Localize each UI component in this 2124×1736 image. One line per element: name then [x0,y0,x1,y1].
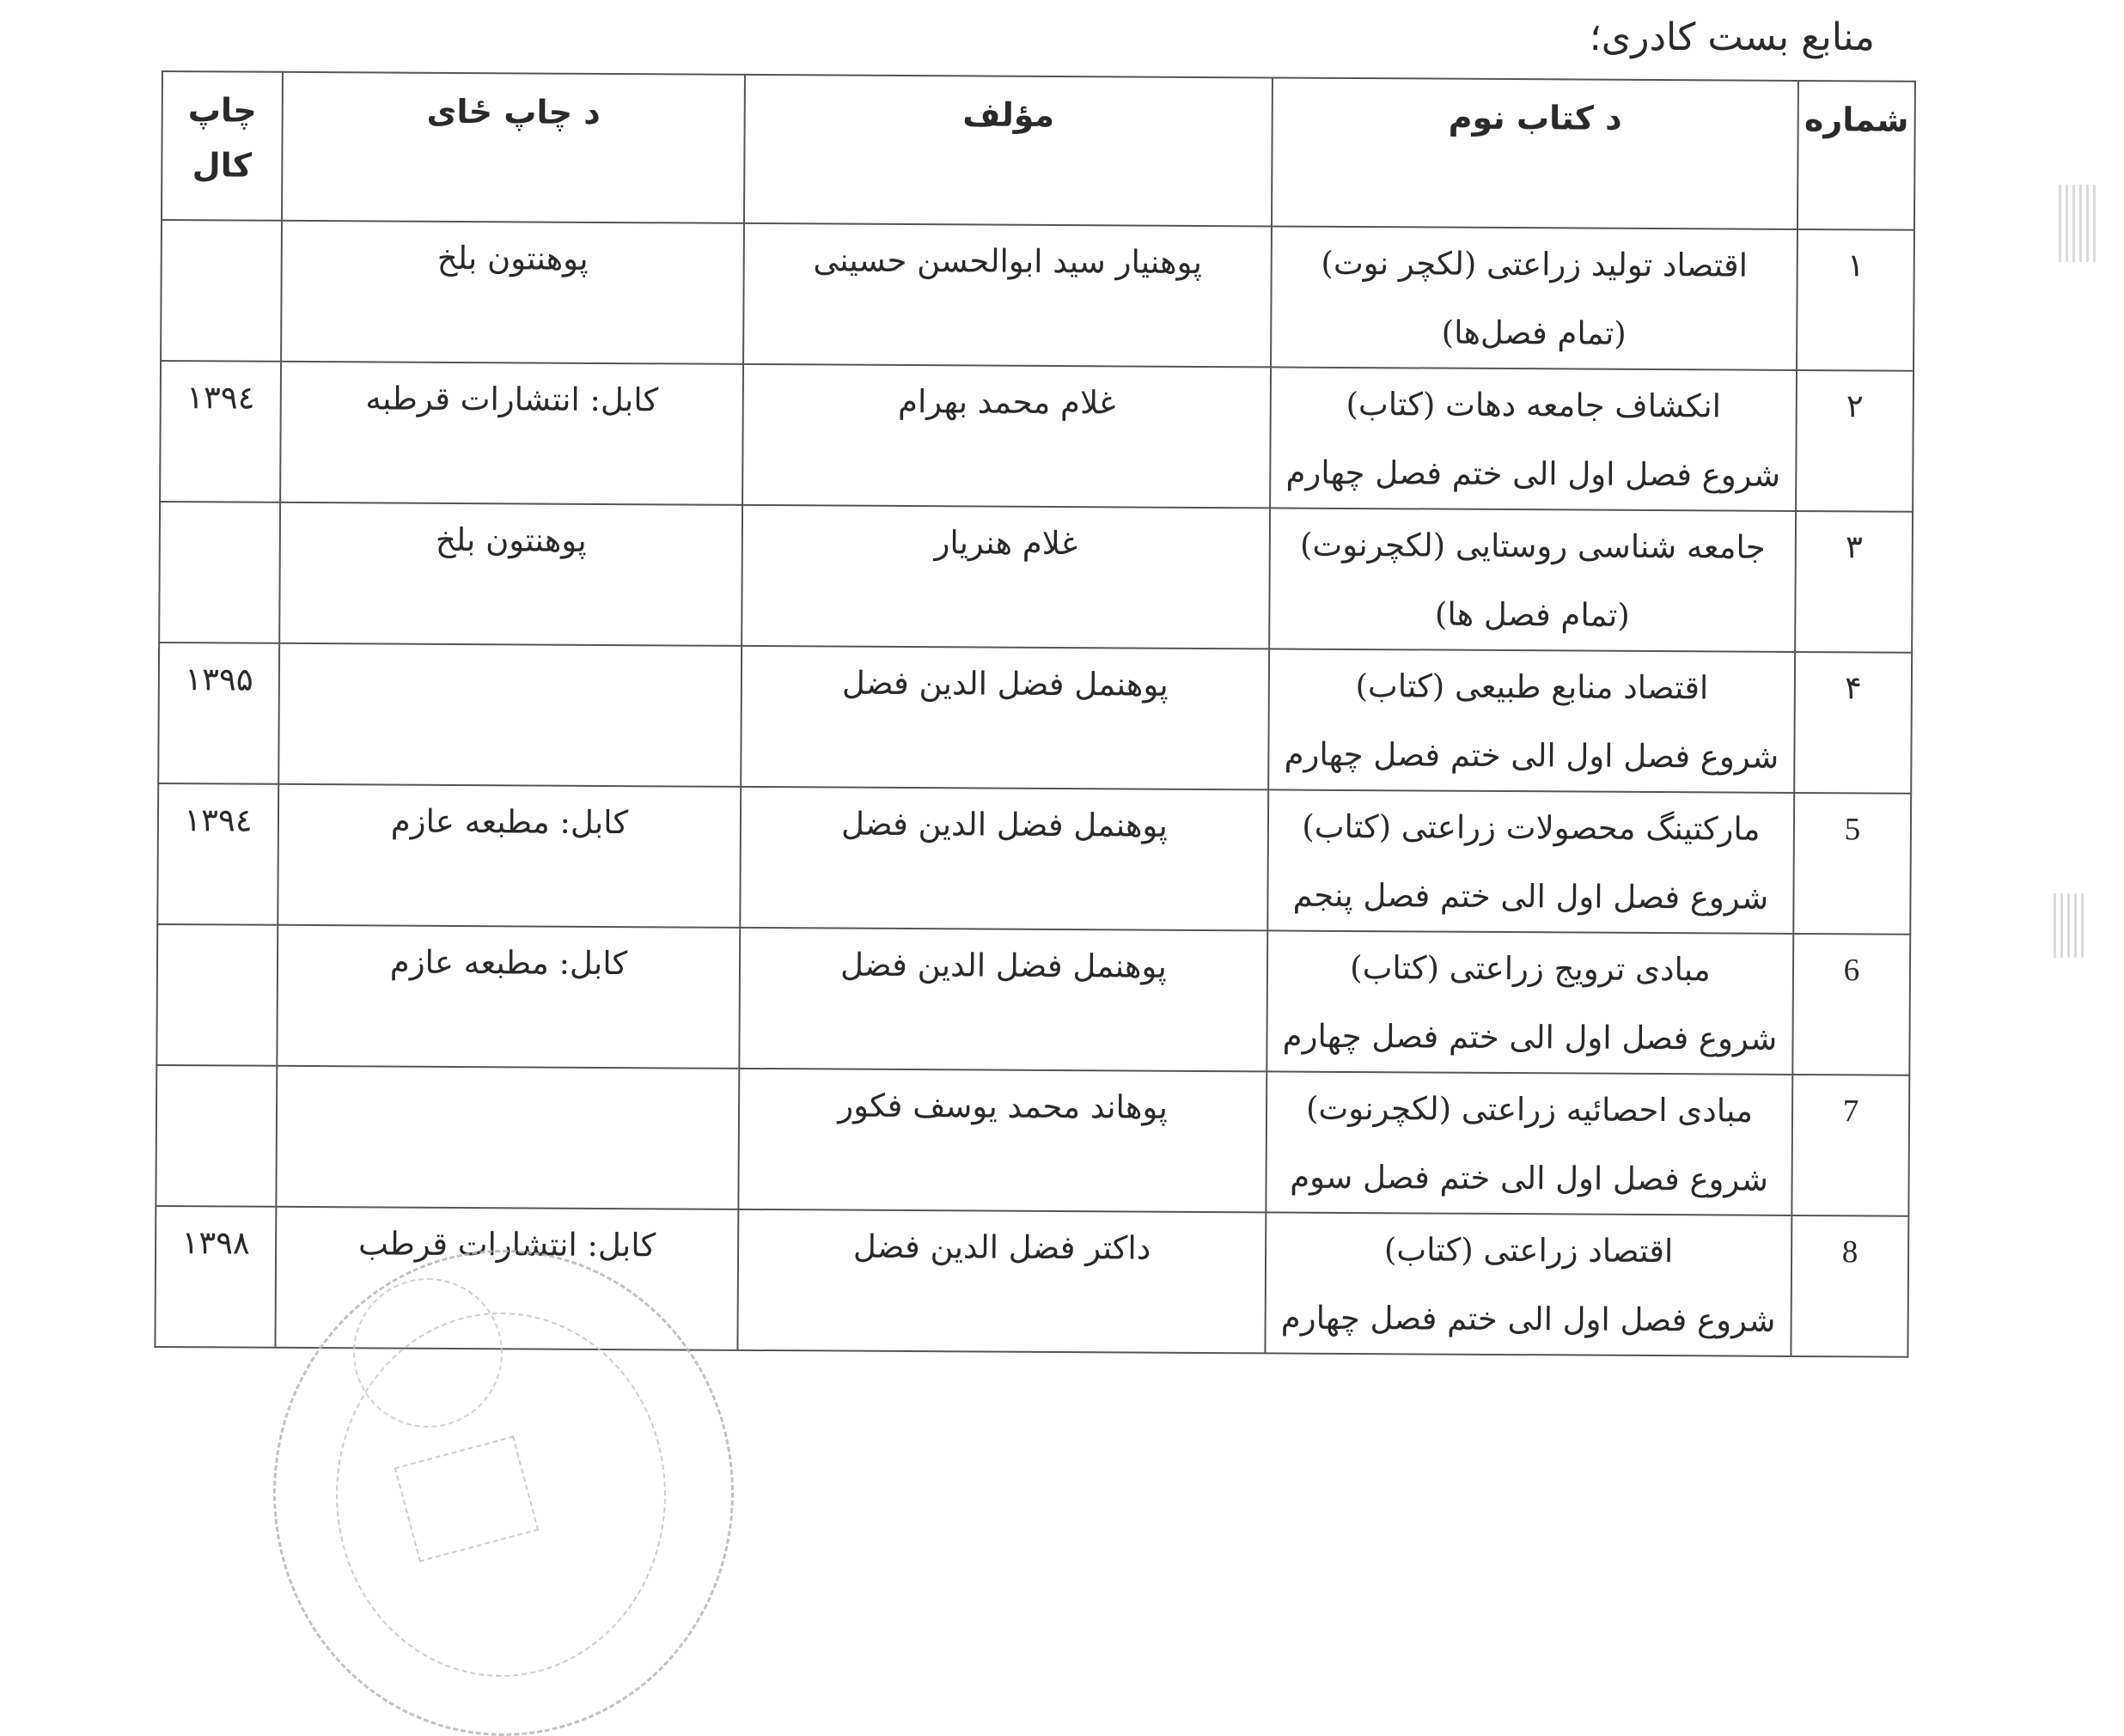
cell-number: 8 [1791,1215,1908,1357]
book-title-line1: انکشاف جامعه دهات (کتاب) [1346,385,1722,425]
cell-number: ۳ [1795,511,1913,653]
cell-book-title [1265,1212,1791,1356]
book-title-line2: (تمام فصل‌ها) [1441,314,1627,352]
book-title-line2: شروع فصل اول الی ختم فصل چهارم [1285,454,1781,494]
book-title-line2: شروع فصل اول الی ختم فصل چهارم [1284,735,1779,776]
book-title-line1: مارکتینگ محصولات زراعتی (کتاب) [1302,807,1761,848]
book-title-line1: اقتصاد زراعتی (کتاب) [1383,1231,1674,1270]
header-year [162,71,283,221]
book-title-line1: جامعه شناسی روستایی (لکچرنوت) [1299,526,1766,566]
cell-book-title [1267,789,1794,934]
cell-place: کابل: انتشارات قرطبه [280,362,743,505]
table-header-row [162,71,1915,230]
cell-place: کابل: مطبعه عازم [277,925,740,1069]
cell-number: ۲ [1796,370,1913,512]
cell-year: ۱۳۹۵ [158,643,279,784]
book-title-line1: اقتصاد تولید زراعتی (لکچر نوت) [1321,244,1749,284]
header-place: د چاپ ځای [282,72,745,223]
cell-year: ۱۳۹٤ [160,361,281,503]
book-title-line1: اقتصاد منابع طبیعی (کتاب) [1355,667,1709,707]
cell-author: پوهاند محمد یوسف فکور [738,1069,1266,1213]
header-book-title: د کتاب نوم [1272,77,1798,229]
book-title-line2: شروع فصل اول الی ختم فصل چهارم [1282,1017,1778,1057]
cell-author: پوهنمل فضل الدین فضل [739,928,1267,1072]
cell-number: ۱ [1797,229,1914,371]
book-title-line2: (تمام فصل ها) [1434,595,1630,634]
cell-year [161,220,282,362]
cell-author: پوهنیار سید ابوالحسن حسینی [743,223,1272,368]
cell-number: 6 [1792,934,1910,1075]
cell-year [156,924,278,1066]
table-row [161,220,1914,371]
cell-book-title [1269,508,1796,652]
cell-book-title [1271,226,1797,370]
seal-emblem-icon [353,1278,503,1428]
table-row [158,643,1912,794]
cell-number: 7 [1791,1075,1909,1216]
cell-year [156,1065,277,1207]
cell-year: ۱۳۹۸ [155,1206,276,1348]
cell-book-title [1266,1071,1792,1215]
header-number: شماره [1797,81,1915,230]
cell-author: غلام هنریار [742,505,1270,649]
header-year-line2: کال [192,146,253,185]
scan-artifact [2054,893,2084,958]
official-seal-icon [273,1250,734,1736]
cell-year [159,502,280,643]
book-title-line2: شروع فصل اول الی ختم فصل پنجم [1292,876,1769,917]
cell-place [276,1066,739,1209]
cell-number: ۴ [1794,652,1912,794]
cell-number: 5 [1793,793,1911,935]
book-title-line2: شروع فصل اول الی ختم فصل سوم [1290,1158,1769,1198]
table-row [157,783,1911,935]
book-title-line2: شروع فصل اول الی ختم فصل چهارم [1280,1299,1776,1339]
cell-author: پوهنمل فضل الدین فضل [741,646,1269,790]
cell-place: کابل: مطبعه عازم [278,784,741,928]
header-author: مؤلف [744,75,1273,227]
cell-place: کابل: انتشارات قرطب [275,1207,738,1350]
table-row [156,924,1910,1075]
cell-author: غلام محمد بهرام [742,364,1271,509]
sources-table-container [154,70,1914,1358]
scan-artifact [2059,185,2100,262]
header-year-line1: چاپ [187,91,257,130]
sources-table [154,70,1916,1358]
cell-book-title [1268,649,1795,793]
cell-author: پوهنمل فضل الدین فضل [740,787,1268,931]
book-title-line1: مبادی احصائیه زراعتی (لکچرنوت) [1305,1089,1754,1130]
cell-book-title [1266,930,1793,1075]
book-title-line1: مبادی ترویج زراعتی (کتاب) [1350,948,1711,989]
cell-place: پوهنتون بلخ [281,221,744,364]
cell-place: پوهنتون بلخ [279,503,742,646]
cell-book-title [1270,367,1797,511]
cell-author: داکتر فضل الدین فضل [737,1209,1266,1354]
cell-place [278,643,742,787]
page-title: منابع بست کادری؛ [1589,15,1875,59]
table-row [159,502,1913,653]
table-row [160,361,1913,512]
table-row [156,1065,1909,1216]
cell-year: ۱۳۹٤ [157,783,278,925]
